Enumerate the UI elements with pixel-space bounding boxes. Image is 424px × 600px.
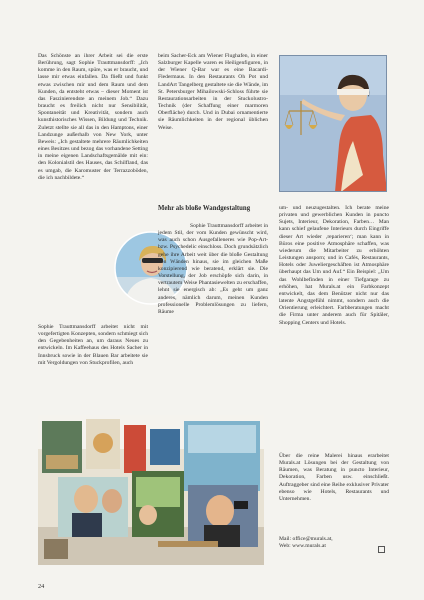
studio-photo [38,415,264,565]
article-column-middle-top [158,53,268,139]
justitia-painting [279,55,387,192]
article-paragraph: beim Sacher-Eck am Wiener Flughafen, in einer Salzburger Kapelle waren es Heiligenfiguren, in der Wiener Q-Bar war es eine Bacardi-Fledermaus. In den Restaurants Oh Pot und LandArt Tangelberg gestaltete sie die Wände, im St. Petersburger Mihailowski-Schloss führte sie Restaurationsarbeiten in der Stuckolustro-Technik (der Schaffung einer marmoren Oberfläche) durch. Und in Dubai ornamentierte sie Räumlichkeiten in der regional üblichen Weise. [158,53,268,131]
article-column-left-bottom [38,324,148,374]
contact-info [279,536,389,550]
article-column-right-top [279,205,389,334]
article-paragraph: Das Schönste an ihrer Arbeit sei die erste Berührung, sagt Sophie Trauttmansdorff: „Ich komme in den Raum, spüre, was er braucht, und lasse mir etwas einfallen. Da fließt und funkt etwas zwischen mir und dem Raum und dem Kunden, da entsteht etwas – dieser Moment ist das Faszinierendste an meinem Job.“ Dazu braucht es freilich nicht nur Sensibilität, Spontaneität und Kreativität, sondern auch kunsthistorisches Wissen, Bildung und Technik. Zuletzt stellte sie all das in den Hamptons, einer Landzunge außerhalb von New York, unter Beweis: „Ich gestaltete mehrere Räumlichkeiten eines Besitzes und bezog das vorhandene Setting in meine eigenen Landschaftsgemälde mit ein: den Kolonialstil des Hauses, das Schilfland, das es umgab, die Karomuster der Terrazzoböden, die ich nachbildete.“ [38,53,148,181]
end-of-article-mark [378,546,385,553]
article-paragraph: Über die reine Malerei hinaus erarbeitet Murals.at Lösungen bei der Gestaltung von Räumen, was Beratung in puncto Interieur, Dekoration, Farben usw. einschließt. Auftraggeber sind eine Reihe exklusiver Privater ebenso wie Hotels, Restaurants und Unternehmen. [279,453,389,502]
section-subheading: Mehr als bloße Wandgestaltung [158,205,251,212]
article-paragraph: um- und neuzugestalten. Ich berate meine privaten und gewerblichen Kunden in puncto Sujets, Interieur, Dekoration, Farben… Man kann schief gelaufene Interieurs durch Eingriffe dieser Art wieder ‚reparieren‘; man kann in Büros eine positive Atmosphäre schaffen, was wiederum die Mitarbeiter zu erhöhten Leistungen ansporn; und in Cafés, Restaurants, Hotels oder Juweliergeschäften ist Atmosphäre überhaupt das Um und Auf.“ Ein Beispiel: „Um das Wohlbefinden in einer Tiefgarage zu erhöhen, hat Murals.at ein Farbkonzept entwickelt, das dem Benützer nicht nur das latente Angstgefühl nimmt, sondern auch die Orientierung erleichtert. Farbberatungen macht die Firma unter anderem auch für Spitäler, Shopping Centers und Hotels. [279,205,389,326]
contact-web: Web: www.murals.at [279,543,326,550]
page-number: 24 [38,583,45,590]
article-column-middle-bottom [158,223,268,323]
contact-mail: Mail: office@murals.at, [279,536,333,542]
article-column-right-bottom [279,453,389,510]
article-column-left-top [38,53,148,189]
article-paragraph: Sophie Trauttmansdorff arbeitet nicht mit vorgefertigten Konzepten, sondern schmiegt sich den Gegebenheiten an, um daraus Neues zu entwickeln. Im Kaffeehaus des Hotels Sacher in Innsbruck sowie in der Blauen Bar arbeitete sie mit Vergoldungen von Stuckprofilen, auch [38,324,148,366]
article-paragraph: Sophie Trauttmansdorff arbeitet in jedem Stil, der vom Kunden gewünscht wird, was auch schon Ausgefalleneres wie Pop-Art-bzw. Psychedelic einschloss. Doch grundsätzlich gehe ihre Arbeit weit über die bloße Gestaltung von Wänden hinaus, sie im gleichen Maße konzipierend wie beratend, erklärt sie. Die Vorstellung, der Job erschöpfe sich darin, in vertrautem Weise Phantasiewelten zu erschaffen, lehnt sie energisch ab: „Es geht um ganz anderes, nämlich darum, meinen Kunden professionelle Problemlösungen zu liefern, Räume [158,223,268,315]
